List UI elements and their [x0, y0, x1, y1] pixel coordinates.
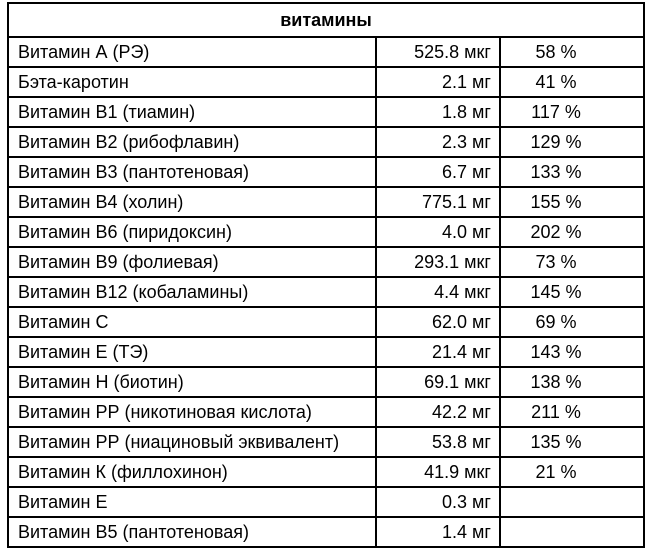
vitamin-amount-cell: 62.0 мг: [376, 307, 500, 337]
vitamin-percent-cell: 69 %: [500, 307, 644, 337]
table-title: витамины: [8, 3, 644, 37]
vitamin-percent-cell: 138 %: [500, 367, 644, 397]
table-row: [8, 277, 644, 307]
vitamin-name-cell: Витамин А (РЭ): [8, 37, 376, 67]
table-row: [8, 67, 644, 97]
vitamin-amount-cell: 1.8 мг: [376, 97, 500, 127]
vitamin-name-cell: Витамин Н (биотин): [8, 367, 376, 397]
vitamin-amount-cell: 2.3 мг: [376, 127, 500, 157]
vitamin-name-cell: Витамин В6 (пиридоксин): [8, 217, 376, 247]
vitamin-percent-cell: 155 %: [500, 187, 644, 217]
table-row: [8, 367, 644, 397]
table-row: [8, 517, 644, 547]
table-row: [8, 97, 644, 127]
table-row: [8, 37, 644, 67]
table-row: [8, 307, 644, 337]
vitamin-amount-cell: 42.2 мг: [376, 397, 500, 427]
vitamin-amount-cell: 293.1 мкг: [376, 247, 500, 277]
vitamin-amount-cell: 21.4 мг: [376, 337, 500, 367]
vitamin-name-cell: Витамин РР (никотиновая кислота): [8, 397, 376, 427]
vitamin-percent-cell: 211 %: [500, 397, 644, 427]
table-row: [8, 487, 644, 517]
vitamin-name-cell: Витамин В1 (тиамин): [8, 97, 376, 127]
vitamin-amount-cell: 41.9 мкг: [376, 457, 500, 487]
table-row: [8, 427, 644, 457]
vitamin-name-cell: Витамин В9 (фолиевая): [8, 247, 376, 277]
vitamin-name-cell: Витамин В3 (пантотеновая): [8, 157, 376, 187]
vitamin-amount-cell: 4.0 мг: [376, 217, 500, 247]
vitamin-amount-cell: 775.1 мг: [376, 187, 500, 217]
vitamin-name-cell: Витамин С: [8, 307, 376, 337]
vitamins-table: [7, 2, 645, 548]
table-row: [8, 127, 644, 157]
vitamin-percent-cell: 143 %: [500, 337, 644, 367]
vitamin-percent-cell: 73 %: [500, 247, 644, 277]
vitamin-percent-cell: 202 %: [500, 217, 644, 247]
vitamin-amount-cell: 6.7 мг: [376, 157, 500, 187]
table-header-row: [8, 3, 644, 37]
vitamin-name-cell: Витамин РР (ниациновый эквивалент): [8, 427, 376, 457]
vitamin-name-cell: Витамин К (филлохинон): [8, 457, 376, 487]
vitamin-amount-cell: 53.8 мг: [376, 427, 500, 457]
vitamin-name-cell: Витамин В12 (кобаламины): [8, 277, 376, 307]
vitamin-name-cell: Бэта-каротин: [8, 67, 376, 97]
vitamin-name-cell: Витамин В5 (пантотеновая): [8, 517, 376, 547]
table-row: [8, 337, 644, 367]
table-row: [8, 457, 644, 487]
vitamin-amount-cell: 2.1 мг: [376, 67, 500, 97]
vitamin-percent-cell: 129 %: [500, 127, 644, 157]
vitamin-amount-cell: 525.8 мкг: [376, 37, 500, 67]
vitamin-name-cell: Витамин В4 (холин): [8, 187, 376, 217]
table-row: [8, 247, 644, 277]
table-row: [8, 187, 644, 217]
vitamins-table-body: [8, 3, 644, 547]
vitamin-amount-cell: 69.1 мкг: [376, 367, 500, 397]
vitamin-name-cell: Витамин Е (ТЭ): [8, 337, 376, 367]
vitamin-percent-cell: [500, 517, 644, 547]
vitamin-name-cell: Витамин Е: [8, 487, 376, 517]
table-row: [8, 217, 644, 247]
vitamin-amount-cell: 0.3 мг: [376, 487, 500, 517]
table-row: [8, 397, 644, 427]
vitamin-percent-cell: 133 %: [500, 157, 644, 187]
vitamin-percent-cell: 145 %: [500, 277, 644, 307]
vitamin-percent-cell: 58 %: [500, 37, 644, 67]
vitamin-amount-cell: 1.4 мг: [376, 517, 500, 547]
vitamin-percent-cell: 117 %: [500, 97, 644, 127]
vitamin-percent-cell: 21 %: [500, 457, 644, 487]
vitamin-percent-cell: [500, 487, 644, 517]
vitamin-name-cell: Витамин В2 (рибофлавин): [8, 127, 376, 157]
vitamin-percent-cell: 41 %: [500, 67, 644, 97]
table-row: [8, 157, 644, 187]
vitamin-percent-cell: 135 %: [500, 427, 644, 457]
vitamin-amount-cell: 4.4 мкг: [376, 277, 500, 307]
